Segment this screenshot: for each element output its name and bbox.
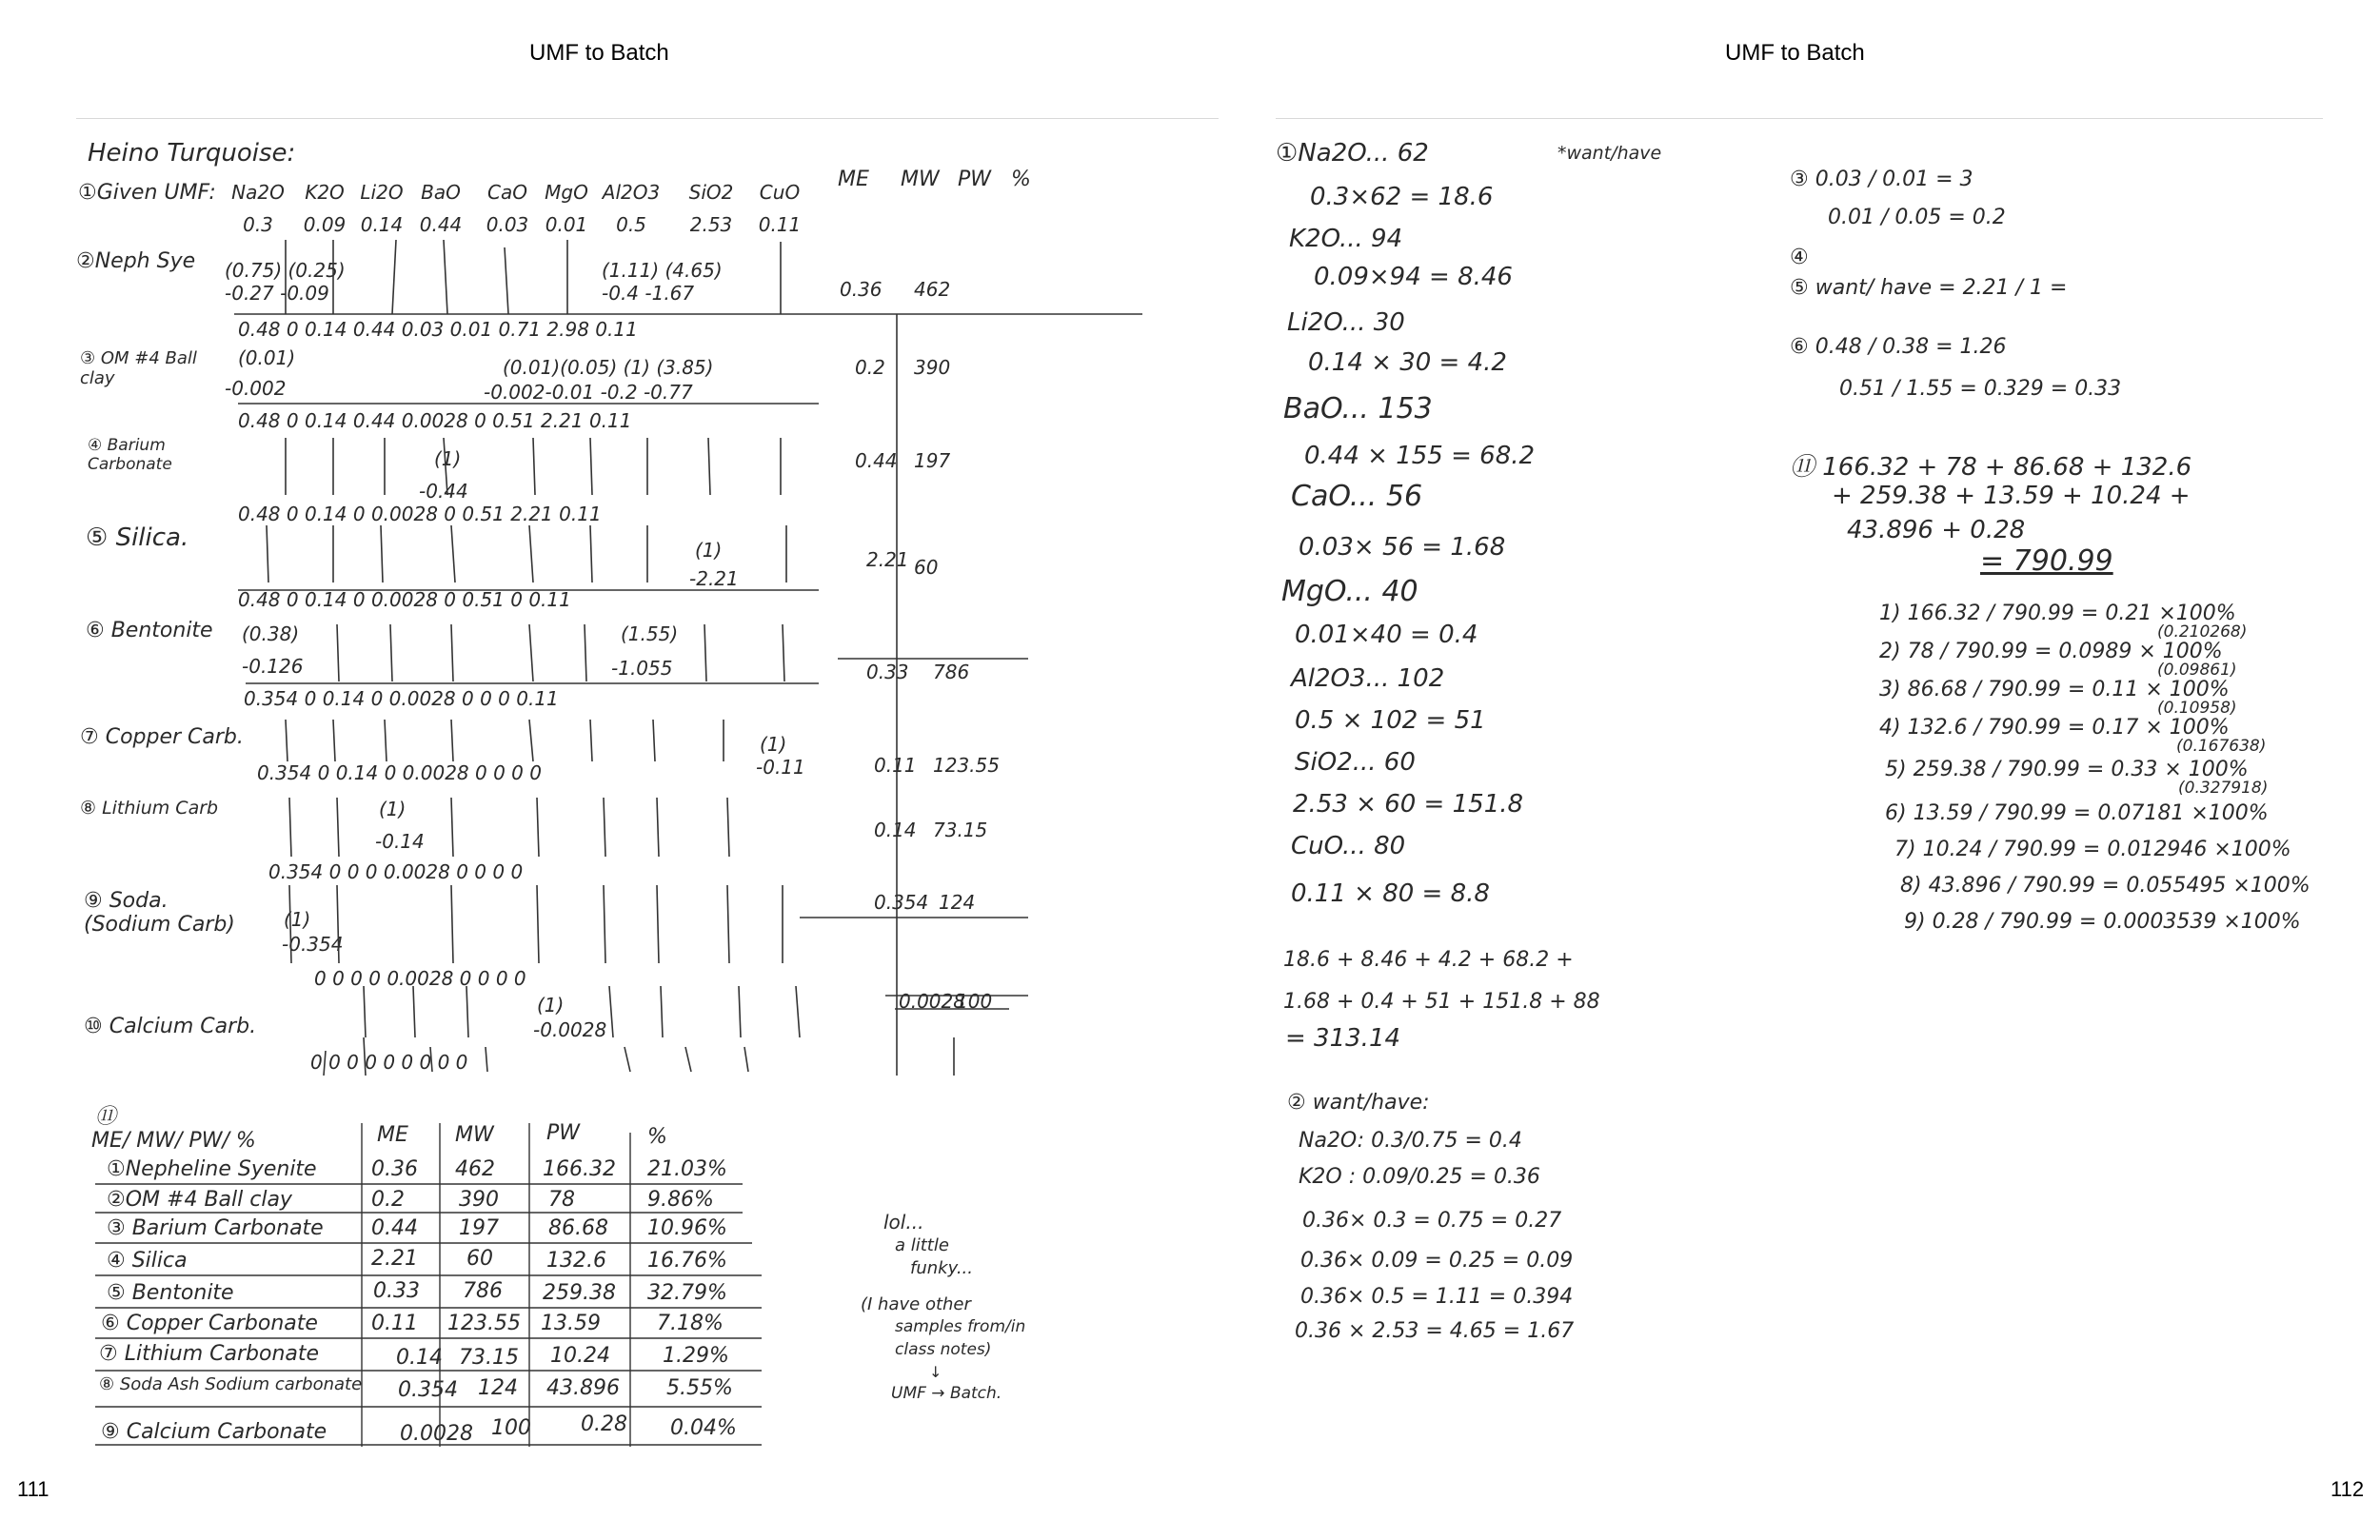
sum-line: 18.6 + 8.46 + 4.2 + 68.2 + [1283,948,1574,972]
pw-value: 86.68 [548,1216,608,1240]
step-note: (1) [434,447,462,470]
step-note: (0.01)(0.05) (1) (3.85) [503,356,714,379]
step-remainder-row: 0.354 0 0 0 0.0028 0 0 0 0 [268,860,524,883]
percent-value: 21.03% [647,1157,727,1181]
step-remainder-row: 0.48 0 0.14 0 0.0028 0 0.51 2.21 0.11 [238,503,602,525]
note-line: samples from/in [895,1317,1026,1336]
step-me: 0.33 [866,661,909,683]
calc-line: 0.09×94 = 8.46 [1314,263,1513,291]
want-have-note: *want/have [1557,143,1662,164]
step-remainder-row: 0.354 0 0.14 0 0.0028 0 0 0 0 [257,761,542,784]
step-mw: 786 [933,661,970,683]
step-note: -0.11 [756,756,805,779]
step-me: 0.14 [874,819,917,841]
calc-line: K2O... 94 [1289,225,1403,253]
given-value: 0.01 [545,213,588,236]
want-have-line: 0.36× 0.5 = 1.11 = 0.394 [1300,1285,1574,1309]
pw-value: 10.24 [550,1344,610,1368]
percent-line: 9) 0.28 / 790.99 = 0.0003539 ×100% [1904,910,2301,934]
ratio-line: 0.51 / 1.55 = 0.329 = 0.33 [1839,377,2122,401]
calc-line: 0.14 × 30 = 4.2 [1308,348,1507,377]
material-name: ⑦ Lithium Carbonate [99,1342,320,1366]
percent-value: 16.76% [647,1249,727,1273]
total-line: ⑪ 166.32 + 78 + 86.68 + 132.6 [1790,453,2192,482]
step-mw: 197 [914,449,951,472]
step-label: ④ Barium Carbonate [88,436,172,474]
percent-value: 10.96% [647,1216,727,1240]
step-note: -0.002 [225,377,287,400]
calc-line: CaO... 56 [1291,480,1423,513]
percent-line: (0.327918) [2178,779,2269,798]
calc-line: BaO... 153 [1283,392,1433,425]
sum-line: = 313.14 [1285,1024,1401,1053]
given-value: 0.5 [616,213,646,236]
step-note: (1) [537,994,565,1017]
step-note: -0.0028 [533,1018,607,1041]
pw-value: 13.59 [541,1312,601,1335]
oxide-header: CaO [487,181,527,204]
calc-line: 0.44 × 155 = 68.2 [1304,442,1536,470]
me-value: 0.36 [371,1157,418,1181]
mw-value: 123.55 [447,1312,521,1335]
percent-line: 3) 86.68 / 790.99 = 0.11 × 100% [1879,678,2230,701]
me-value: 0.14 [396,1346,443,1370]
material-name: ⑧ Soda Ash Sodium carbonate [99,1374,363,1394]
percent-line: 2) 78 / 790.99 = 0.0989 × 100% [1879,640,2223,663]
note-line: UMF → Batch. [891,1384,1002,1403]
given-value: 0.3 [243,213,273,236]
total-line: 43.896 + 0.28 [1847,516,2026,544]
ratio-line: ⑥ 0.48 / 0.38 = 1.26 [1790,335,2007,359]
percent-line: (0.210268) [2157,622,2248,642]
given-value: 2.53 [689,213,733,236]
step-me: 0.354 [874,891,929,914]
step-note: -0.14 [375,830,425,853]
step-label: ②Neph Sye [76,249,196,273]
material-name: ⑥ Copper Carbonate [101,1312,318,1335]
ratio-line: ④ [1790,246,1809,269]
mw-value: 462 [455,1157,495,1181]
step-me: 0.44 [855,449,898,472]
step-mw: 60 [914,556,939,579]
percent-line: (0.167638) [2176,737,2267,756]
step-note: -1.055 [611,657,673,680]
mw-value: 390 [459,1188,499,1212]
material-name: ①Nepheline Syenite [107,1157,317,1181]
percent-value: 7.18% [657,1312,724,1335]
pw-value: 78 [548,1188,575,1212]
percent-value: 0.04% [670,1416,737,1440]
step-note: -0.126 [242,655,304,678]
note-line: ↓ [929,1363,942,1381]
percent-line: 7) 10.24 / 790.99 = 0.012946 ×100% [1894,838,2291,861]
mw-value: 100 [491,1416,531,1440]
percent-line: (0.10958) [2157,699,2237,718]
oxide-header: MgO [545,181,588,204]
percent-line: (0.09861) [2157,661,2237,680]
percent-line: 1) 166.32 / 790.99 = 0.21 ×100% [1879,602,2236,625]
sum-line: 1.68 + 0.4 + 51 + 151.8 + 88 [1283,990,1600,1014]
material-name: ④ Silica [107,1249,188,1273]
percent-line: 5) 259.38 / 790.99 = 0.33 × 100% [1885,758,2249,781]
mw-value: 786 [463,1279,503,1303]
me-head: ME [838,168,869,191]
step-note: (0.01) [238,346,296,369]
step-note: (0.38) [242,622,300,645]
step-note: (1.11) (4.65) [602,259,723,282]
me-value: 0.0028 [400,1422,473,1446]
step-remainder-row: 0 0 0 0 0 0 0 0 0 [310,1051,468,1074]
ratio-line: ③ 0.03 / 0.01 = 3 [1790,168,1973,191]
material-name: ⑨ Calcium Carbonate [101,1420,327,1444]
table-head-cell: PW [546,1121,581,1145]
step-label: ⑤ Silica. [86,523,189,552]
table-head-cell: ME/ MW/ PW/ % [91,1129,256,1153]
step-note: (1.55) [621,622,679,645]
me-value: 0.33 [373,1279,420,1303]
percent-line: 8) 43.896 / 790.99 = 0.055495 ×100% [1900,874,2311,898]
percent-line: 6) 13.59 / 790.99 = 0.07181 ×100% [1885,801,2269,825]
step-me: 0.36 [840,278,883,301]
step-mw: 462 [914,278,951,301]
oxide-header: BaO [421,181,461,204]
oxide-header: SiO2 [688,181,734,204]
mw-value: 60 [466,1247,493,1271]
step-note: -0.002-0.01 -0.2 -0.77 [484,381,693,404]
mw-value: 73.15 [459,1346,519,1370]
calc-line: CuO... 80 [1291,832,1406,860]
step-note: (1) [284,908,311,931]
want-have-line: 0.36× 0.09 = 0.25 = 0.09 [1300,1249,1574,1273]
note-line: class notes) [895,1340,992,1359]
oxide-header: Al2O3 [602,181,661,204]
mw-value: 124 [478,1376,518,1400]
step-remainder-row: 0.48 0 0.14 0.44 0.03 0.01 0.71 2.98 0.11 [238,318,638,341]
step-mw: 124 [939,891,976,914]
note-line: funky... [910,1258,973,1278]
step-mw: 123.55 [933,754,1000,777]
percent-value: 5.55% [666,1376,733,1400]
pw-value: 0.28 [581,1412,627,1436]
given-value: 0.03 [486,213,529,236]
percent-value: 9.86% [647,1188,714,1212]
percent-value: 32.79% [647,1281,727,1305]
step-mw: 73.15 [933,819,988,841]
pw-value: 166.32 [543,1157,616,1181]
pw-value: 259.38 [543,1281,616,1305]
total-line: = 790.99 [1980,544,2113,578]
pw-value: 132.6 [546,1249,606,1273]
me-value: 0.2 [371,1188,405,1212]
oxide-header: K2O [305,181,345,204]
calc-line: 0.03× 56 = 1.68 [1299,533,1506,562]
table-head-cell: MW [455,1123,494,1147]
calc-line: 0.11 × 80 = 8.8 [1291,879,1490,908]
step-note: (1) [379,798,407,820]
step-label: ⑨ Soda. (Sodium Carb) [84,889,235,937]
want-have-line: 0.36 × 2.53 = 4.65 = 1.67 [1295,1319,1575,1343]
material-name: ⑤ Bentonite [107,1281,234,1305]
calc-line: SiO2... 60 [1295,748,1416,777]
me-value: 0.11 [371,1312,418,1335]
step-mw: 100 [956,990,993,1013]
mw-head: MW [901,168,940,191]
step-note: -2.21 [689,567,739,590]
me-value: 2.21 [371,1247,418,1271]
given-value: 0.14 [360,213,404,236]
step-label: ⑧ Lithium Carb [80,798,219,819]
left-page-header: UMF to Batch [529,40,669,66]
step-note: (1) [760,733,787,756]
pw-head: PW [958,168,992,191]
material-name: ③ Barium Carbonate [107,1216,324,1240]
step-mw: 390 [914,356,951,379]
recipe-title: Heino Turquoise: [88,139,296,168]
right-header-rule [1276,118,2323,119]
right-page-header: UMF to Batch [1725,40,1865,66]
step-label: ⑦ Copper Carb. [80,725,244,749]
oxide-header: Li2O [360,181,404,204]
calc-line: MgO... 40 [1281,575,1418,608]
step-remainder-row: 0 0 0 0 0.0028 0 0 0 0 [314,967,526,990]
step-note: -0.354 [282,933,344,956]
given-value: 0.09 [303,213,347,236]
table-marker: ⑪ [95,1105,117,1129]
step-note: (1) [695,539,723,562]
me-value: 0.354 [398,1378,458,1402]
want-have-line: 0.36× 0.3 = 0.75 = 0.27 [1302,1209,1562,1233]
oxide-header: Na2O [231,181,285,204]
want-have-line: Na2O: 0.3/0.75 = 0.4 [1299,1129,1522,1153]
step-remainder-row: 0.354 0 0.14 0 0.0028 0 0 0 0.11 [244,687,559,710]
pw-value: 43.896 [546,1376,620,1400]
table-grid [0,0,857,1523]
calc-line: 2.53 × 60 = 151.8 [1293,790,1524,819]
percent-head: % [1011,168,1031,191]
want-have-line: K2O : 0.09/0.25 = 0.36 [1299,1165,1540,1189]
step-me: 0.11 [874,754,917,777]
step-remainder-row: 0.48 0 0.14 0 0.0028 0 0.51 0 0.11 [238,588,571,611]
step-label: ⑥ Bentonite [86,619,213,642]
want-have-title: ② want/have: [1287,1091,1430,1115]
step-me: 2.21 [866,548,909,571]
step-note: (0.75) (0.25) [225,259,346,282]
calc-line: Al2O3... 102 [1291,664,1445,693]
ratio-line: ⑤ want/ have = 2.21 / 1 = [1790,276,2068,300]
mw-value: 197 [459,1216,499,1240]
me-value: 0.44 [371,1216,418,1240]
ratio-line: 0.01 / 0.05 = 0.2 [1828,206,2006,229]
given-value: 0.44 [419,213,463,236]
oxide-header: CuO [759,181,801,204]
step-note: -0.44 [419,480,468,503]
table-head-cell: % [647,1125,667,1149]
step-remainder-row: 0.48 0 0.14 0.44 0.0028 0 0.51 2.21 0.11 [238,409,632,432]
note-line: (I have other [861,1294,971,1314]
step-label: ③ OM #4 Ball clay [80,348,197,388]
step-label: ⑩ Calcium Carb. [84,1015,257,1038]
step-note: -0.27 -0.09 [225,282,329,305]
given-umf-label: ①Given UMF: [78,181,216,205]
step-me: 0.0028 [899,990,965,1013]
calc-line: ①Na2O... 62 [1276,139,1429,168]
note-line: lol... [883,1211,924,1234]
material-name: ②OM #4 Ball clay [107,1188,292,1212]
step-me: 0.2 [855,356,885,379]
step-note: -0.4 -1.67 [602,282,695,305]
percent-value: 1.29% [663,1344,729,1368]
note-line: a little [895,1235,949,1255]
percent-line: 4) 132.6 / 790.99 = 0.17 × 100% [1879,716,2230,740]
calc-line: 0.01×40 = 0.4 [1295,621,1478,649]
calc-line: Li2O... 30 [1287,308,1405,337]
calc-line: 0.5 × 102 = 51 [1295,706,1486,735]
table-head-cell: ME [377,1123,408,1147]
left-page-number: 111 [17,1477,50,1501]
total-line: + 259.38 + 13.59 + 10.24 + [1832,482,2191,510]
given-value: 0.11 [758,213,802,236]
right-page-number: 112 [2330,1477,2365,1501]
calc-line: 0.3×62 = 18.6 [1310,183,1494,211]
